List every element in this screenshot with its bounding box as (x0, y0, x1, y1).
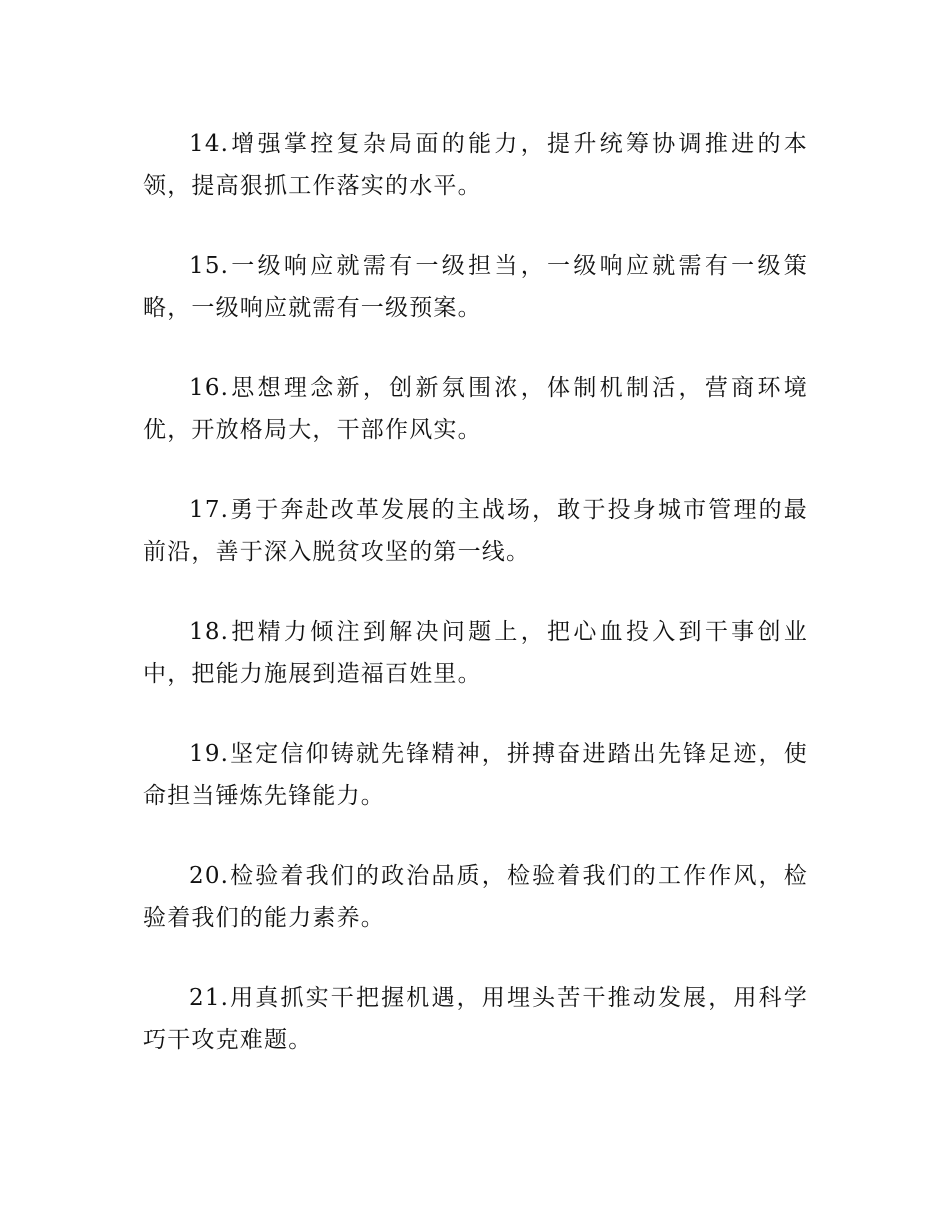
paragraph-17: 17.勇于奔赴改革发展的主战场，敢于投身城市管理的最前沿，善于深入脱贫攻坚的第一线。 (143, 497, 808, 565)
document-body (143, 123, 808, 1099)
paragraph-21: 21.用真抓实干把握机遇，用埋头苦干推动发展，用科学巧干攻克难题。 (143, 985, 808, 1053)
paragraph-15: 15.一级响应就需有一级担当，一级响应就需有一级策略，一级响应就需有一级预案。 (143, 253, 808, 321)
paragraph-18: 18.把精力倾注到解决问题上，把心血投入到干事创业中，把能力施展到造福百姓里。 (143, 619, 808, 687)
paragraph-20: 20.检验着我们的政治品质，检验着我们的工作作风，检验着我们的能力素养。 (143, 863, 808, 931)
paragraph-16: 16.思想理念新，创新氛围浓，体制机制活，营商环境优，开放格局大，干部作风实。 (143, 375, 808, 443)
paragraph-19: 19.坚定信仰铸就先锋精神，拼搏奋进踏出先锋足迹，使命担当锤炼先锋能力。 (143, 741, 808, 809)
paragraph-14: 14.增强掌控复杂局面的能力，提升统筹协调推进的本领，提高狠抓工作落实的水平。 (143, 131, 808, 199)
